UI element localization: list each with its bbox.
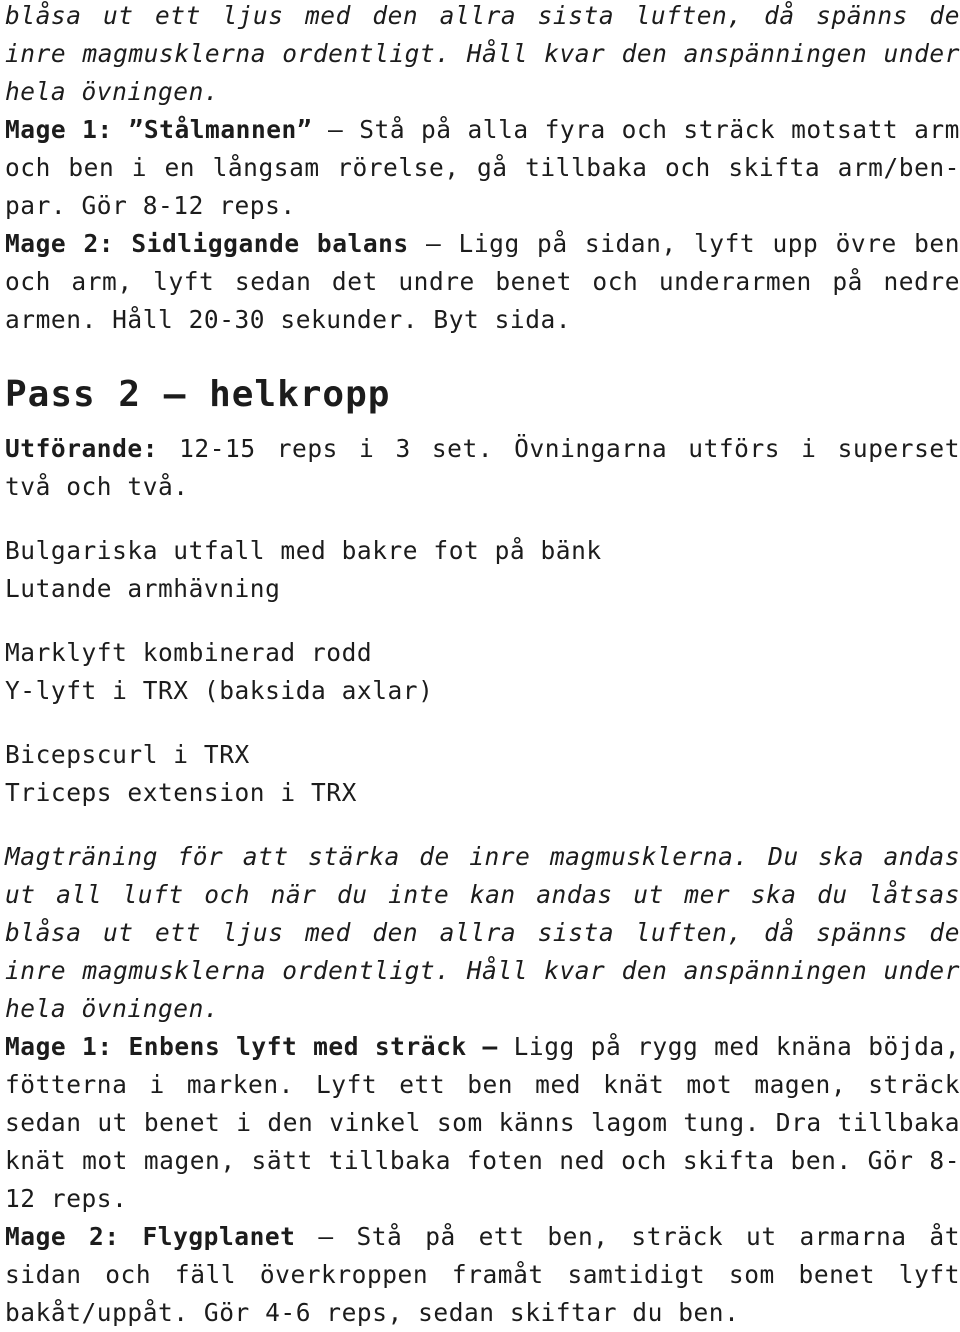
core-exercise-2-text: – Stå på ett ben, sträck ut armarna åt sidan och fäll överkroppen framåt samtidigt som benet lyft bakåt/uppåt. Gör 4-6 reps, sedan skiftar du ben. <box>5 1222 960 1327</box>
execution-paragraph <box>5 430 960 506</box>
spacer <box>5 506 960 532</box>
exercise-mage-2-label: Mage 2: Sidliggande balans <box>5 229 409 258</box>
exercise-mage-2 <box>5 225 960 339</box>
core-exercise-1-label: Mage 1: Enbens lyft med sträck – <box>5 1032 498 1061</box>
core-exercise-2-label: Mage 2: Flygplanet <box>5 1222 296 1251</box>
section-heading: Pass 2 – helkropp <box>5 374 391 415</box>
exercise-mage-2-text: – Ligg på sidan, lyft upp övre ben och arm, lyft sedan det undre benet och underarmen på nedre armen. Håll 20-30 sekunder. Byt sida. <box>5 229 960 334</box>
exercise-list-item: Triceps extension i TRX <box>5 778 357 807</box>
exercise-mage-1 <box>5 111 960 225</box>
spacer <box>5 812 960 838</box>
core-exercise-1 <box>5 1028 960 1218</box>
exercise-mage-1-text: – Stå på alla fyra och sträck motsatt arm och ben i en långsam rörelse, gå tillbaka och skifta arm/ben-par. Gör 8-12 reps. <box>5 115 960 220</box>
superset-2 <box>5 634 960 710</box>
execution-text: 12-15 reps i 3 set. Övningarna utförs i superset två och två. <box>5 434 960 501</box>
core-exercise-2 <box>5 1218 960 1332</box>
superset-3 <box>5 736 960 812</box>
core-exercise-1-text: Ligg på rygg med knäna böjda, fötterna i marken. Lyft ett ben med knät mot magen, sträck sedan ut benet i den vinkel som känns lagom tung. Dra tillbaka knät mot magen, sätt tillbaka foten ned och skifta ben. Gör 8-12 reps. <box>5 1032 960 1213</box>
exercise-list-item: Lutande armhävning <box>5 574 281 603</box>
execution-label: Utförande: <box>5 434 159 463</box>
core-intro-paragraph: Magträning för att stärka de inre magmusklerna. Du ska andas ut all luft och när du inte kan andas ut mer ska du låtsas blåsa ut ett ljus med den allra sista luften, då spänns de inre magmusklerna ordentligt. Håll kvar den anspänningen under hela övningen. <box>5 842 960 1023</box>
spacer <box>5 417 960 430</box>
exercise-list-item: Bulgariska utfall med bakre fot på bänk <box>5 536 602 565</box>
exercise-mage-1-label: Mage 1: ”Stålmannen” <box>5 115 313 144</box>
spacer <box>5 710 960 736</box>
spacer <box>5 608 960 634</box>
exercise-list-item: Bicepscurl i TRX <box>5 740 250 769</box>
exercise-list-item: Y-lyft i TRX (baksida axlar) <box>5 676 434 705</box>
superset-1 <box>5 532 960 608</box>
article-body <box>5 0 960 1332</box>
spacer <box>5 339 960 373</box>
intro-continuation-paragraph: blåsa ut ett ljus med den allra sista luften, då spänns de inre magmusklerna ordentligt. Håll kvar den anspänningen under hela övningen. <box>5 1 960 106</box>
exercise-list-item: Marklyft kombinerad rodd <box>5 638 373 667</box>
